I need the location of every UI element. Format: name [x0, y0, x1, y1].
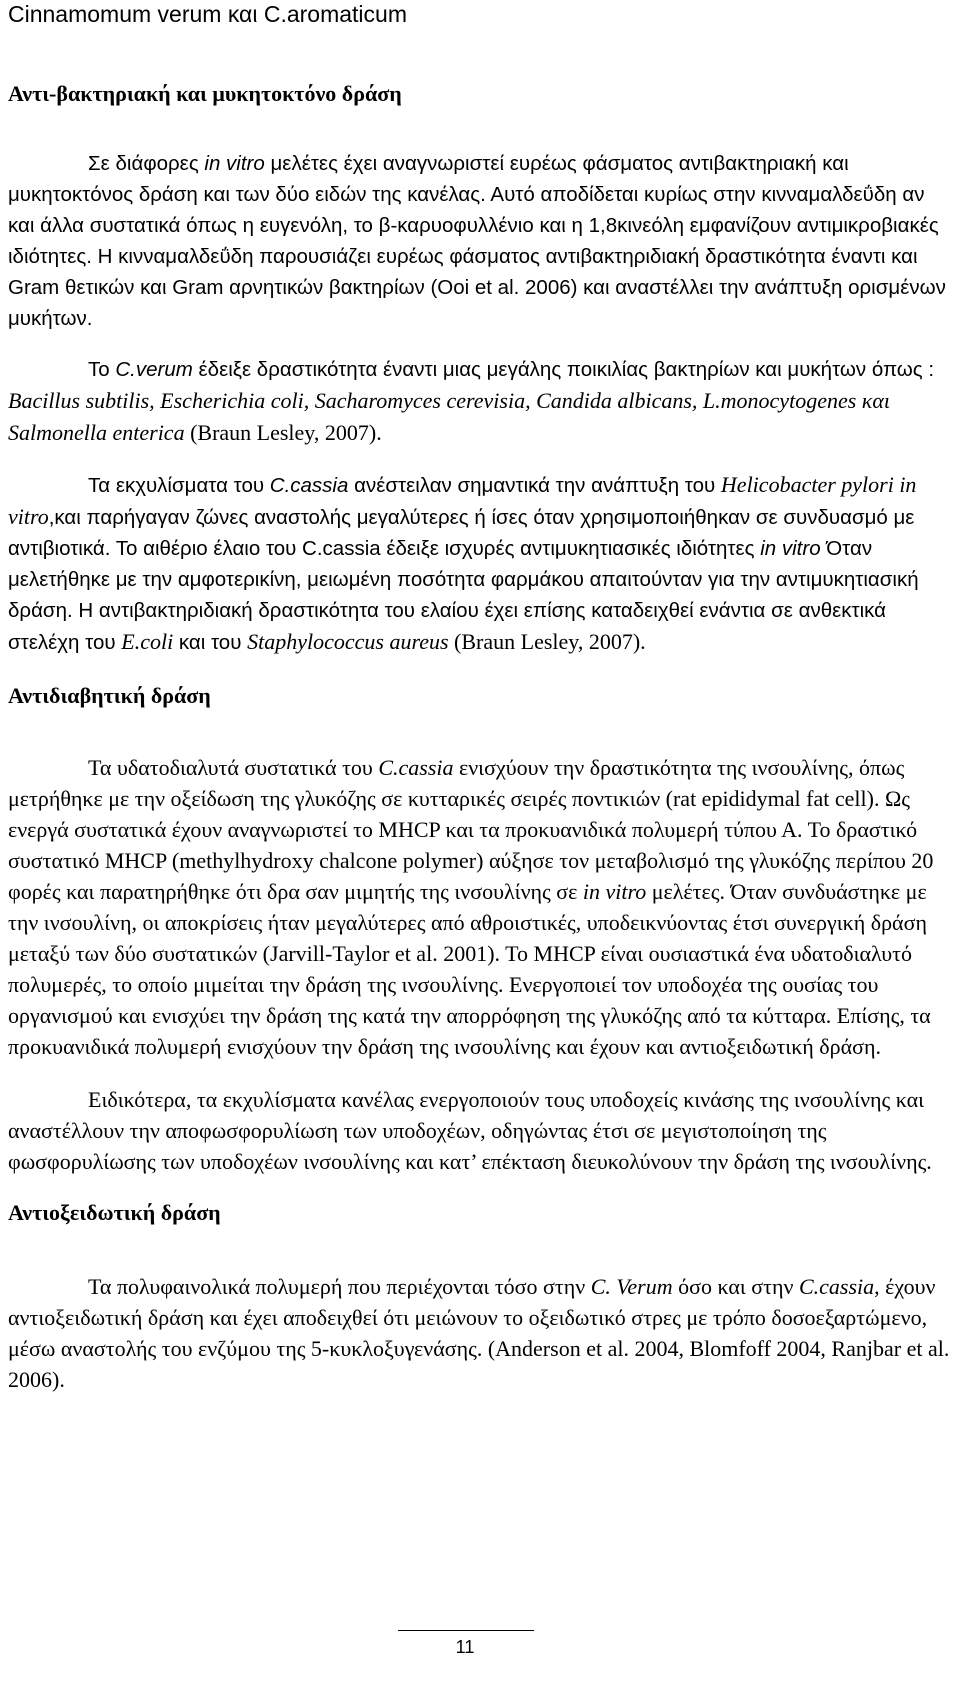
paragraph-antibacterial-2: [8, 354, 954, 449]
paragraph-antidiabetic-1: [8, 752, 954, 1062]
text-span: , έχουν αντιοξειδωτική δράση και έχει αποδειχθεί ότι μειώνουν το οξειδωτικό στρες με τρόπο δοσοεξαρτώμενο, μέσω αναστολής του ενζύμου της 5-κυκλοξυγενάσης. (Anderson et al. 2004, Blomfoff 2004, Ranjbar et al. 2006).: [8, 1274, 950, 1392]
text-span: Ειδικότερα, τα εκχυλίσματα κανέλας ενεργοποιούν τους υποδοχείς κινάσης της ινσουλίνης και αναστέλλουν την αποφωσφορυλίωση των υποδοχέων, οδηγώντας έτσι σε μεγιστοποίηση της φωσφορυλίωσης των υποδοχέων ινσουλίνης και κατ’ επέκταση διευκολύνουν την δράση της ινσουλίνης.: [8, 1087, 932, 1174]
italic-term: C. Verum: [590, 1274, 673, 1299]
text-span: Σε διάφορες: [88, 152, 205, 175]
italic-term: C.cassia: [378, 755, 454, 780]
italic-term: Helicobacter pylori in vitro: [8, 472, 917, 529]
italic-term: E.coli: [121, 629, 174, 654]
text-span: μελέτες. Όταν συνδυάστηκε με την ινσουλίνη, οι αποκρίσεις ήταν μεγαλύτερες από αθροιστικές, υποδεικνύοντας έτσι συνεργική δράση μεταξύ των δύο συστατικών (Jarvill-Taylor et al. 2001). Το MHCP είναι ουσιαστικά ένα υδατοδιαλυτό πολυμερές, το οποίο μιμείται την δράση της ινσουλίνης. Ενεργοποιεί τον υποδοχέα της ουσίας του οργανισμού και ενισχύει την δράση της κατά την απορρόφηση της γλυκόζης από τα κύτταρα. Επίσης, τα προκυανιδικά πολυμερή ενισχύουν την δράση της ινσουλίνης και έχουν και αντιοξειδωτική δράση.: [8, 879, 931, 1059]
italic-term: in vitro: [582, 879, 647, 904]
page-number: 11: [455, 1637, 475, 1657]
text-span: Τα υδατοδιαλυτά συστατικά του: [88, 755, 379, 780]
text-span: και του: [173, 631, 248, 654]
text-span: Όταν μελετήθηκε με την αμφοτερικίνη, μειωμένη ποσότητα φαρμάκου απαιτούνταν για την αντιμυκητιασική δράση. Η αντιβακτηριδιακή δραστικότητα του ελαίου έχει επίσης καταδειχθεί ενάντια σε ανθεκτικά στελέχη του: [8, 537, 919, 654]
text-span: ενισχύουν την δραστικότητα της ινσουλίνης, όπως μετρήθηκε με την οξείδωση της γλυκόζης σε κυτταρικές σειρές ποντικιών (rat epididymal fat cell). Ως ενεργά συστατικά έχουν αναγνωριστεί το MHCP και τα προκυανιδικά πολυμερή τύπου Α. Το δραστικό συστατικό MHCP (methylhydroxy chalcone polymer) αύξησε τον μεταβολισμό της γλυκόζης περίπου 20 φορές και παρατηρήθηκε ότι δρα σαν μιμητής της ινσουλίνης σε: [8, 755, 934, 904]
italic-species-list: Bacillus subtilis, Escherichia coli, Sacharomyces cerevisia, Candida albicans, L.monocytogenes και Salmonella enterica: [8, 388, 890, 445]
paragraph-antibacterial-1: [8, 148, 954, 334]
text-span: Τα πολυφαινολικά πολυμερή που περιέχονται τόσο στην: [88, 1274, 591, 1299]
italic-term: in vitro: [204, 152, 265, 175]
italic-term: C.cassia: [269, 474, 349, 497]
italic-term: Staphylococcus aureus: [247, 629, 449, 654]
italic-term: in vitro: [760, 537, 821, 560]
text-span: όσο και στην: [672, 1274, 799, 1299]
section-heading-antibacterial: Αντι-βακτηριακή και μυκητοκτόνο δράση: [8, 81, 402, 106]
text-span: Τα εκχυλίσματα του: [88, 474, 270, 497]
text-span: Το: [88, 358, 116, 381]
italic-term: C.cassia: [798, 1274, 875, 1299]
paragraph-antioxidant-1: [8, 1271, 954, 1395]
citation: (Braun Lesley, 2007).: [448, 629, 646, 654]
text-span: μελέτες έχει αναγνωριστεί ευρέως φάσματος αντιβακτηριακή και μυκητοκτόνος δράση και των δύο ειδών της κανέλας. Αυτό αποδίδεται κυρίως στην κινναμαλδεΰδη αν και άλλα συστατικά όπως η ευγενόλη, το β-καρυοφυλλένιο και η 1,8κινεόλη εμφανίζουν αντιμικροβιακές ιδιότητες. Η κινναμαλδεΰδη παρουσιάζει ευρέως φάσματος αντιβακτηριδιακή δραστικότητα έναντι και Gram θετικών και Gram αρνητικών βακτηρίων (Ooi et al. 2006) και αναστέλλει την ανάπτυξη ορισμένων μυκήτων.: [8, 152, 946, 330]
text-span: ανέστειλαν σημαντικά την ανάπτυξη του: [348, 474, 721, 497]
footer-divider: [398, 1630, 534, 1631]
section-heading-antidiabetic: Αντιδιαβητική δράση: [8, 683, 211, 708]
section-heading-antioxidant: Αντιοξειδωτική δράση: [8, 1200, 221, 1225]
text-span: έδειξε δραστικότητα έναντι μιας μεγάλης ποικιλίας βακτηρίων και μυκήτων όπως :: [192, 358, 935, 381]
paragraph-antibacterial-3: [8, 469, 954, 658]
paragraph-antidiabetic-2: [8, 1084, 954, 1177]
header-title: Cinnamomum verum και C.aromaticum: [8, 1, 407, 27]
text-span: ,και παρήγαγαν ζώνες αναστολής μεγαλύτερες ή ίσες όταν χρησιμοποιήθηκαν σε συνδυασμό με αντιβιοτικά. Το αιθέριο έλαιο του C.cassia έδειξε ισχυρές αντιμυκητιασικές ιδιότητες: [8, 506, 915, 560]
citation: (Braun Lesley, 2007).: [184, 420, 382, 445]
italic-term: C.verum: [115, 358, 193, 381]
